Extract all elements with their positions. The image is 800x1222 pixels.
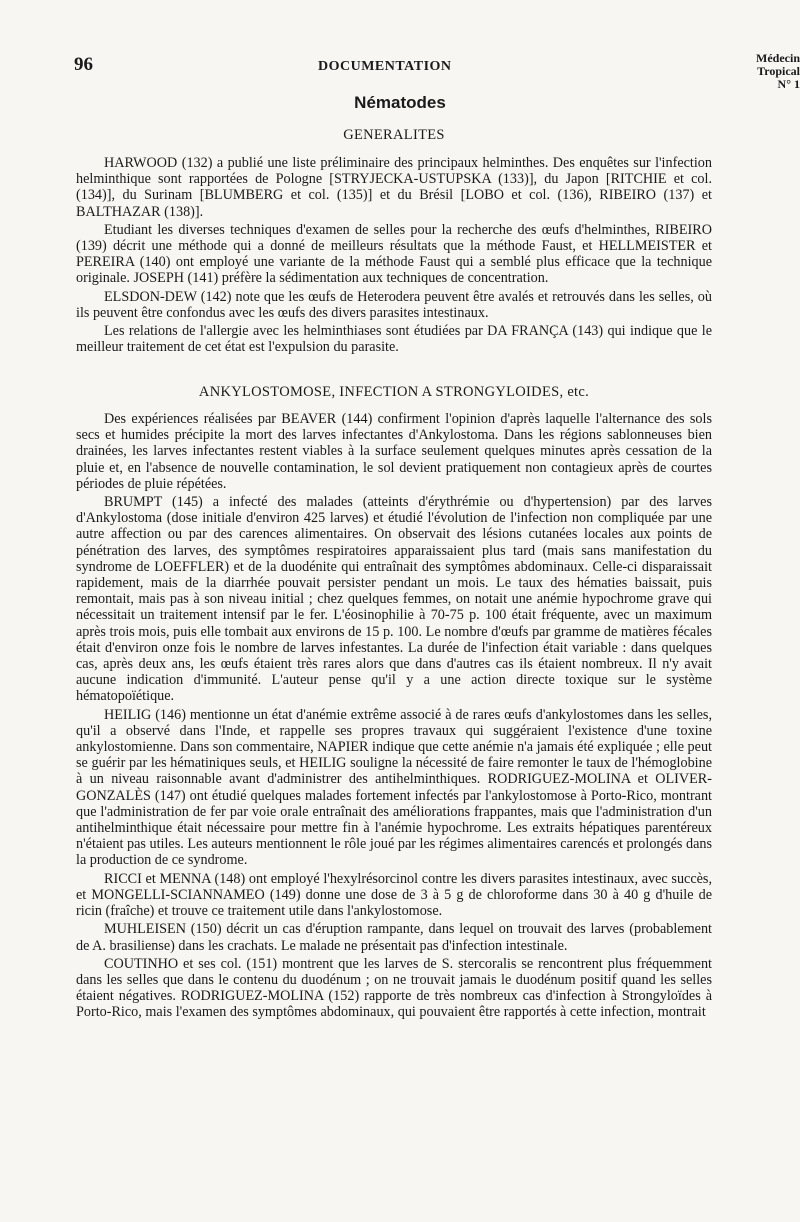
page-number: 96 (74, 54, 93, 75)
journal-tag-line: N° 1 (777, 77, 800, 91)
paragraph: HEILIG (146) mentionne un état d'anémie extrême associé à de rares œufs d'ankylostomes dans les selles, qu'il a observé dans l'Inde, et rappelle ses propres travaux qui suggéraient l'existence d'une toxine ankylostomienne. Dans son commentaire, NAPIER indique que cette anémie n'a jamais été expliquée ; elle peut se guérir par les hématiniques seuls, et HEILIG souligne la nécessité de faire remonter le taux de l'hémoglobine à un niveau raisonnable avant d'administrer des antihelminthiques. RODRIGUEZ-MOLINA et OLIVER-GONZALÈS (147) ont étudié quelques malades fortement infectés par l'ankylostomose à Porto-Rico, montrant que l'administration de fer par voie orale entraînait des améliorations frappantes, mais que l'administration d'un antihelminthique était nécessaire pour mettre fin à l'anémie hypochrome. Les extraits hépatiques parentéreux n'étaient pas utiles. Les auteurs mentionnent le rôle joué par les régimes alimentaires carencés et prolongés dans la production de ce syndrome. (76, 706, 712, 869)
section-body-ankylostomose (76, 411, 712, 1023)
section-heading: ANKYLOSTOMOSE, INFECTION A STRONGYLOIDES, etc. (198, 384, 590, 400)
journal-tag-line: Médecin (756, 52, 800, 65)
paragraph: BRUMPT (145) a infecté des malades (atteints d'érythrémie ou d'hypertension) par des larves d'Ankylostoma (dose initiale d'environ 425 larves) et étudié l'évolution de l'infection non compliquée par une autre affection ou par des carences alimentaires. On observait des lésions cutanées locales aux points de pénétration des larves, des symptômes respiratoires apparaissaient plus tard (mais sans manifestation du syndrome de LOEFFLER) et de la duodénite qui entraînait des symptômes abdominaux. Celle-ci disparaissait rapidement, mais de la diarrhée pouvait persister pendant un mois. Le taux des hématies baissait, puis remontait, mais pas à son niveau initial ; chez quelques femmes, on notait une anémie hypochrome grave qui nécessitait un traitement intensif par le fer. L'éosinophilie à 70-75 p. 100 était fréquente, avec un maximum après trois mois, puis elle tombait aux environs de 15 p. 100. Le nombre d'œufs par gramme de matières fécales était d'environ onze fois le nombre de larves infestantes. La durée de l'infection était variable : dans quelques cas, après deux ans, les œufs étaient très rares alors que dans d'autres cas ils étaient nombreux. Il n'y avait aucune indication d'immunité. L'auteur pense qu'il y a une action directe toxique sur le système hématopoïétique. (76, 494, 712, 705)
page-header (0, 0, 800, 90)
page-title: Nématodes (354, 93, 446, 112)
paragraph: Des expériences réalisées par BEAVER (144) confirment l'opinion d'après laquelle l'alternance des sols secs et humides précipite la mort des larves infectantes d'Ankylostoma. Dans les régions sablonneuses bien drainées, les larves infectantes restent viables à la surface seulement quelques minutes après cessation de la pluie et, en l'absence de nouvelle contamination, le sol devient pratiquement non contagieux après de courtes périodes de pluie répétées. (76, 411, 712, 492)
paragraph: RICCI et MENNA (148) ont employé l'hexylrésorcinol contre les divers parasites intestinaux, avec succès, et MONGELLI-SCIANNAMEO (149) donne une dose de 3 à 5 g de chloroforme dans 30 à 40 g d'huile de ricin (fraîche) et trouve ce traitement utile dans l'ankylostomose. (76, 870, 712, 920)
paragraph: Etudiant les diverses techniques d'examen de selles pour la recherche des œufs d'helminthes, RIBEIRO (139) décrit une méthode qui a donné de meilleurs résultats que la méthode Faust, et HELLMEISTER et PEREIRA (140) ont employé une variante de la méthode Faust qui a semblé plus efficace que la technique originale. JOSEPH (141) préfère la sédimentation aux techniques de concentration. (76, 221, 712, 287)
paragraph: MUHLEISEN (150) décrit un cas d'éruption rampante, dans lequel on trouvait des larves (probablement de A. brasiliense) dans les crachats. Le malade ne présentait pas d'infection intestinale. (76, 921, 712, 954)
paragraph: HARWOOD (132) a publié une liste préliminaire des principaux helminthes. Des enquêtes sur l'infection helminthique sont rapportées de Pologne [STRYJECKA-USTUPSKA (133)], du Japon [RITCHIE et col. (134)], du Surinam [BLUMBERG et col. (135)] et du Brésil [LOBO et col. (136), RIBEIRO (137) et BALTHAZAR (138)]. (76, 155, 712, 220)
journal-tag-line: Tropical (757, 64, 800, 78)
paragraph: ELSDON-DEW (142) note que les œufs de Heterodera peuvent être avalés et retrouvés dans les selles, où ils peuvent être confondus avec les œufs des divers parasites intestinaux. (76, 288, 712, 321)
running-title: DOCUMENTATION (318, 59, 452, 74)
section-body-generalites (76, 155, 712, 357)
section-heading: GENERALITES (343, 127, 445, 143)
paragraph: Les relations de l'allergie avec les helminthiases sont étudiées par DA FRANÇA (143) qui indique que le meilleur traitement de cet état est l'expulsion du parasite. (76, 323, 712, 356)
journal-tag (732, 52, 800, 91)
paragraph: COUTINHO et ses col. (151) montrent que les larves de S. stercoralis se rencontrent plus fréquemment dans les selles que dans le contenu du duodénum ; on ne trouvait jamais le duodénum positif quand les selles étaient négatives. RODRIGUEZ-MOLINA (152) rapporte de très nombreux cas d'infection à Strongyloïdes à Porto-Rico, mais l'examen des symptômes abdominaux, qui pouvaient être rapportés à cette infection, montrait (76, 955, 712, 1021)
